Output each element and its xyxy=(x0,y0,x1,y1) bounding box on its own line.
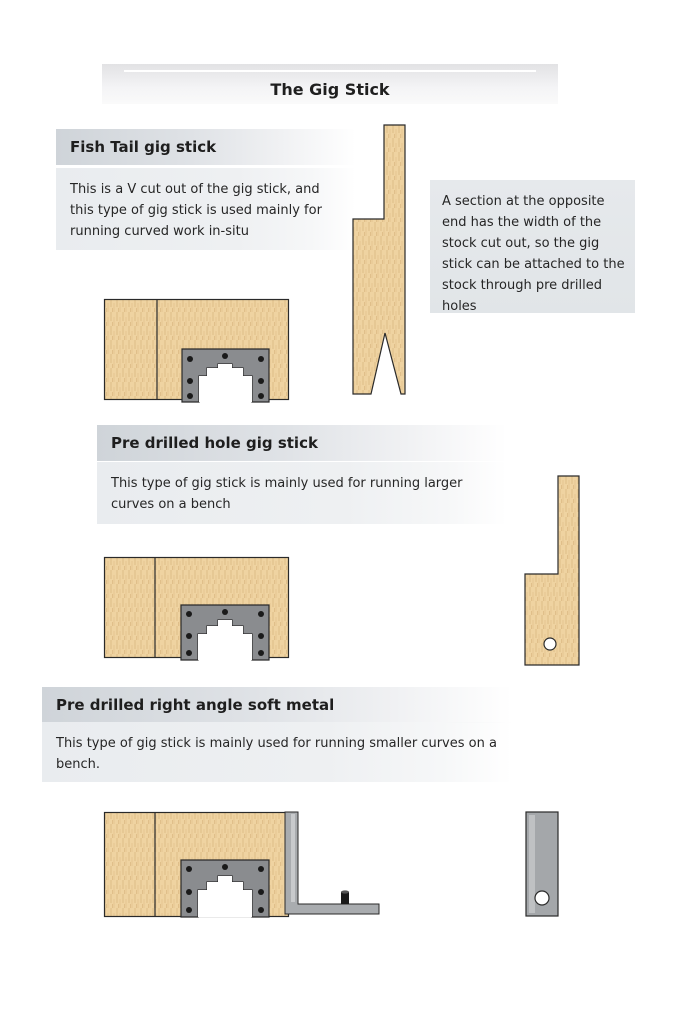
section-body-fish-tail: This is a V cut out of the gig stick, and this type of gig stick is used mainly for running curved work in-situ xyxy=(56,168,356,250)
section-heading-fish-tail: Fish Tail gig stick xyxy=(56,129,356,165)
stock-diagram-pre-drilled xyxy=(104,556,294,661)
soft-metal-gig-stick xyxy=(525,810,561,918)
fish-tail-gig-stick xyxy=(350,124,410,396)
section-heading-pre-drilled-hole: Pre drilled hole gig stick xyxy=(97,425,507,461)
stock-cutout-note: A section at the opposite end has the width of the stock cut out, so the gig stick can be attached to the stock through pre drilled holes xyxy=(430,180,635,313)
pre-drilled-hole-gig-stick xyxy=(523,475,583,669)
page-title: The Gig Stick xyxy=(270,80,390,99)
stock-diagram-fish-tail xyxy=(104,298,294,403)
section-body-right-angle-metal: This type of gig stick is mainly used for running smaller curves on a bench. xyxy=(42,722,512,782)
title-banner xyxy=(102,64,558,104)
section-heading-right-angle-metal: Pre drilled right angle soft metal xyxy=(42,687,512,723)
section-body-pre-drilled-hole: This type of gig stick is mainly used for running larger curves on a bench xyxy=(97,462,507,524)
title-rule xyxy=(124,70,536,72)
stock-diagram-right-angle xyxy=(104,810,389,920)
